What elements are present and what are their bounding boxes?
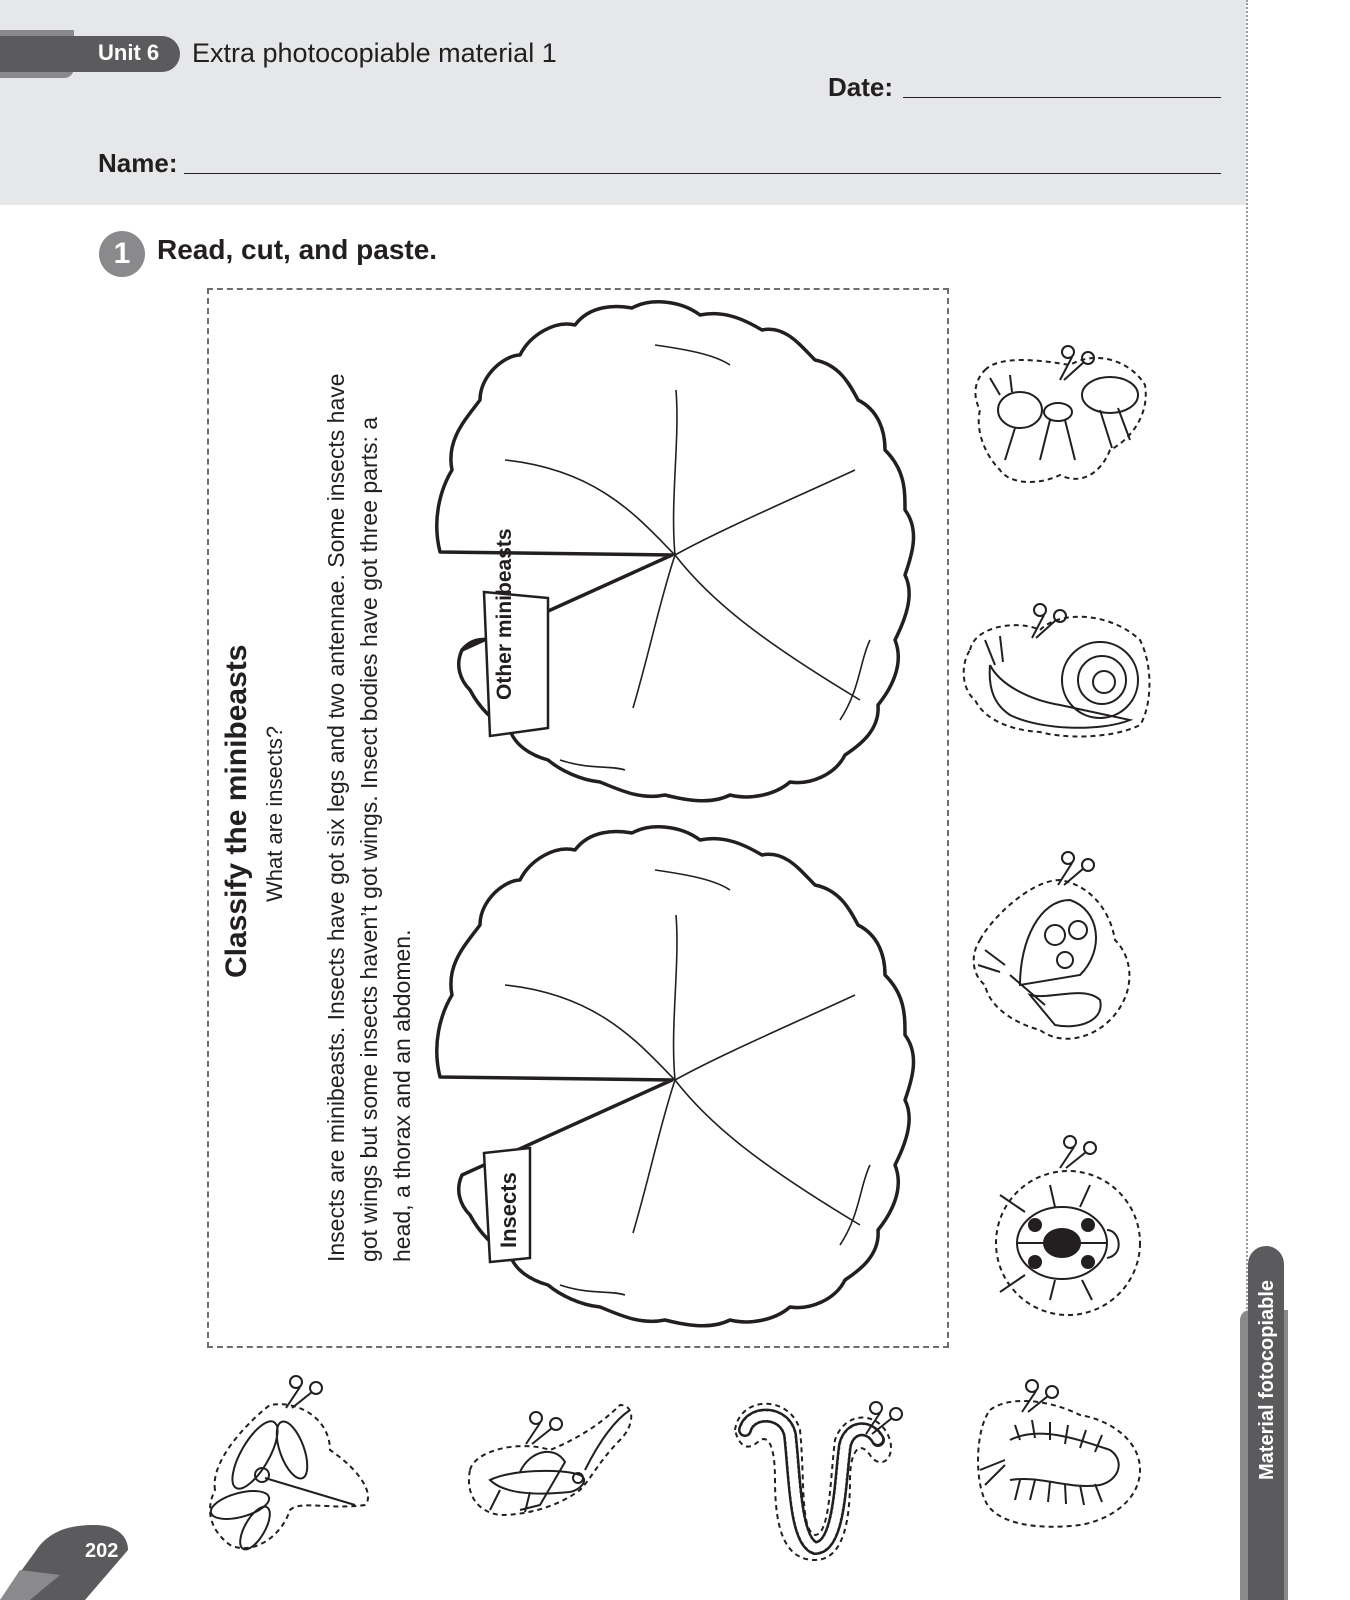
- name-label: Name:: [98, 148, 178, 178]
- unit-label: Unit 6: [98, 40, 160, 65]
- centipede-icon[interactable]: [978, 1380, 1140, 1527]
- card-subtitle: What are insects?: [262, 725, 287, 902]
- worm-icon[interactable]: [735, 1402, 902, 1560]
- grasshopper-icon[interactable]: [469, 1405, 631, 1515]
- dragonfly-icon[interactable]: [208, 1376, 368, 1554]
- ladybird-icon[interactable]: [996, 1136, 1140, 1315]
- side-tab-label: Material fotocopiable: [1256, 1279, 1278, 1480]
- card-title: Classify the minibeasts: [220, 644, 253, 978]
- ant-icon[interactable]: [975, 346, 1145, 482]
- date-label: Date:: [828, 72, 894, 102]
- exercise-instruction: Read, cut, and paste.: [157, 234, 438, 265]
- page-title: Extra photocopiable material 1: [192, 38, 557, 68]
- snail-icon[interactable]: [964, 604, 1150, 736]
- exercise-number: 1: [99, 231, 145, 277]
- label-other-minibeasts: Other minibeasts: [493, 528, 516, 700]
- butterfly-icon[interactable]: [974, 852, 1130, 1039]
- page-number: 202: [85, 1540, 119, 1562]
- label-insects: Insects: [496, 1172, 521, 1248]
- card-body: Insects are minibeasts. Insects have got six legs and two antennae. Some insects have got wings but some insects haven’t got wings. Insect bodies have got three parts: a head, a thorax and an abdomen.: [323, 373, 415, 1262]
